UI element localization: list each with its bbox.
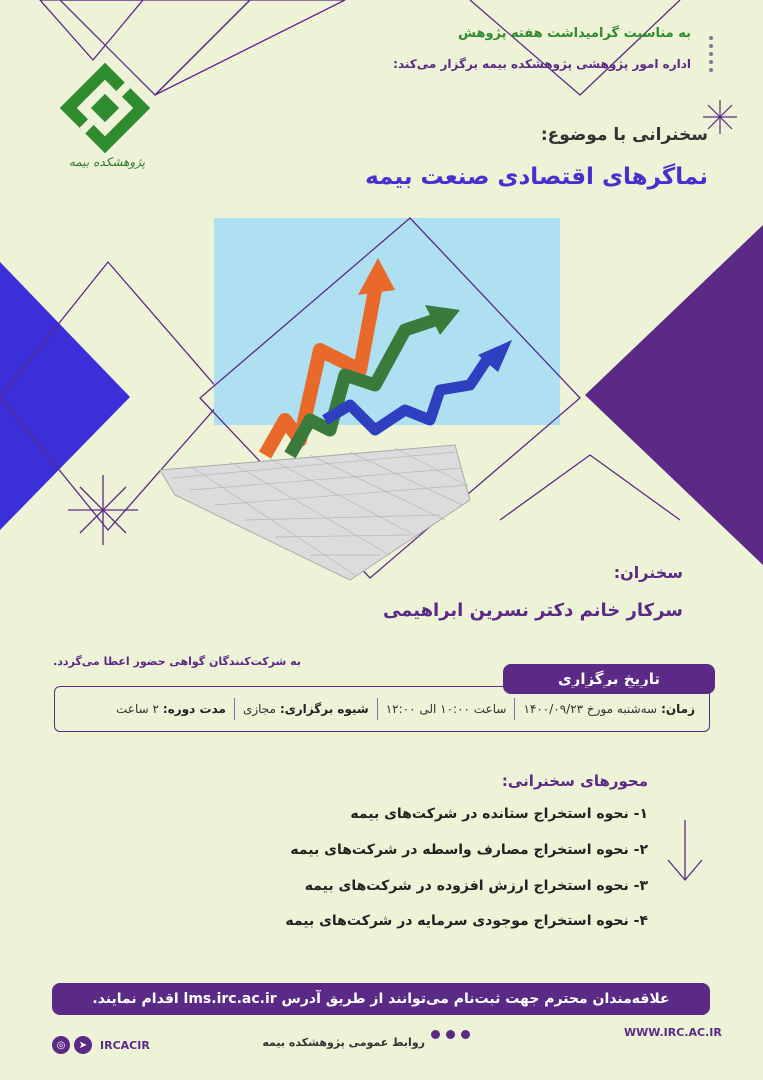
footer-dots (428, 1024, 473, 1043)
social-links (52, 1036, 150, 1054)
topic-item: ۲- نحوه استخراج مصارف واسطه در شرکت‌های بیمه (290, 842, 648, 858)
schedule-date-cell (514, 698, 703, 720)
topics-title: محورهای سخنرانی: (501, 772, 648, 790)
schedule-hours: ساعت ۱۰:۰۰ الی ۱۲:۰۰ (385, 702, 507, 716)
organizer-text: اداره امور پژوهشی پژوهشکده بیمه برگزار می‌کند: (393, 57, 691, 71)
schedule-duration: ۲ ساعت (116, 702, 159, 716)
dots-vertical (709, 36, 713, 72)
footer-department: روابط عمومی پژوهشکده بیمه (262, 1036, 425, 1049)
speaker-label: سخنران: (613, 563, 683, 582)
schedule-duration-cell (108, 698, 234, 720)
topic-item: ۳- نحوه استخراج ارزش افزوده در شرکت‌های بیمه (304, 878, 648, 894)
speaker-name: سرکار خانم دکتر نسرین ابراهیمی (382, 600, 683, 621)
schedule-hours-cell (377, 698, 515, 720)
subject-label: سخنرانی با موضوع: (540, 125, 708, 145)
lecture-title: نماگرهای اقتصادی صنعت بیمه (365, 164, 708, 190)
certificate-note: به شرکت‌کنندگان گواهی حضور اعطا می‌گردد. (53, 655, 301, 668)
topic-item: ۴- نحوه استخراج موجودی سرمایه در شرکت‌های بیمه (285, 913, 648, 929)
down-arrow-icon (668, 820, 702, 880)
duration-label: مدت دوره: (162, 702, 226, 716)
schedule-tab: تاریخ برگزاری (503, 664, 715, 694)
sparkle-star-top-right (703, 100, 737, 134)
registration-banner: علاقه‌مندان محترم جهت ثبت‌نام می‌توانند از طریق آدرس lms.irc.ac.ir اقدام نمایند. (52, 983, 710, 1015)
blue-diamond-left (0, 262, 130, 530)
outline-triangle-top-left (40, 0, 143, 60)
schedule-mode-cell (234, 698, 377, 720)
grid-platform (160, 445, 470, 580)
time-label: زمان: (661, 702, 695, 716)
social-handle[interactable]: IRCACIR (100, 1038, 150, 1052)
outline-chevron-top-right (470, 0, 680, 95)
topic-item: ۱- نحوه استخراج ستانده در شرکت‌های بیمه (350, 806, 648, 822)
schedule-date: سه‌شنبه مورخ ۱۴۰۰/۰۹/۲۳ (523, 702, 658, 716)
purple-diamond-right (585, 225, 763, 565)
instagram-icon[interactable]: ◎ (52, 1036, 70, 1054)
sparkle-star-left (68, 475, 138, 545)
logo-text: پژوهشکده بیمه (68, 155, 146, 169)
schedule-mode: مجازی (242, 702, 276, 716)
occasion-text: به مناسبت گرامیداشت هفته پژوهش (458, 26, 691, 41)
website-link[interactable]: WWW.IRC.AC.IR (624, 1026, 722, 1039)
mode-label: شیوه برگزاری: (279, 702, 369, 716)
schedule-info-box (54, 686, 710, 732)
telegram-icon[interactable]: ➤ (74, 1036, 92, 1054)
